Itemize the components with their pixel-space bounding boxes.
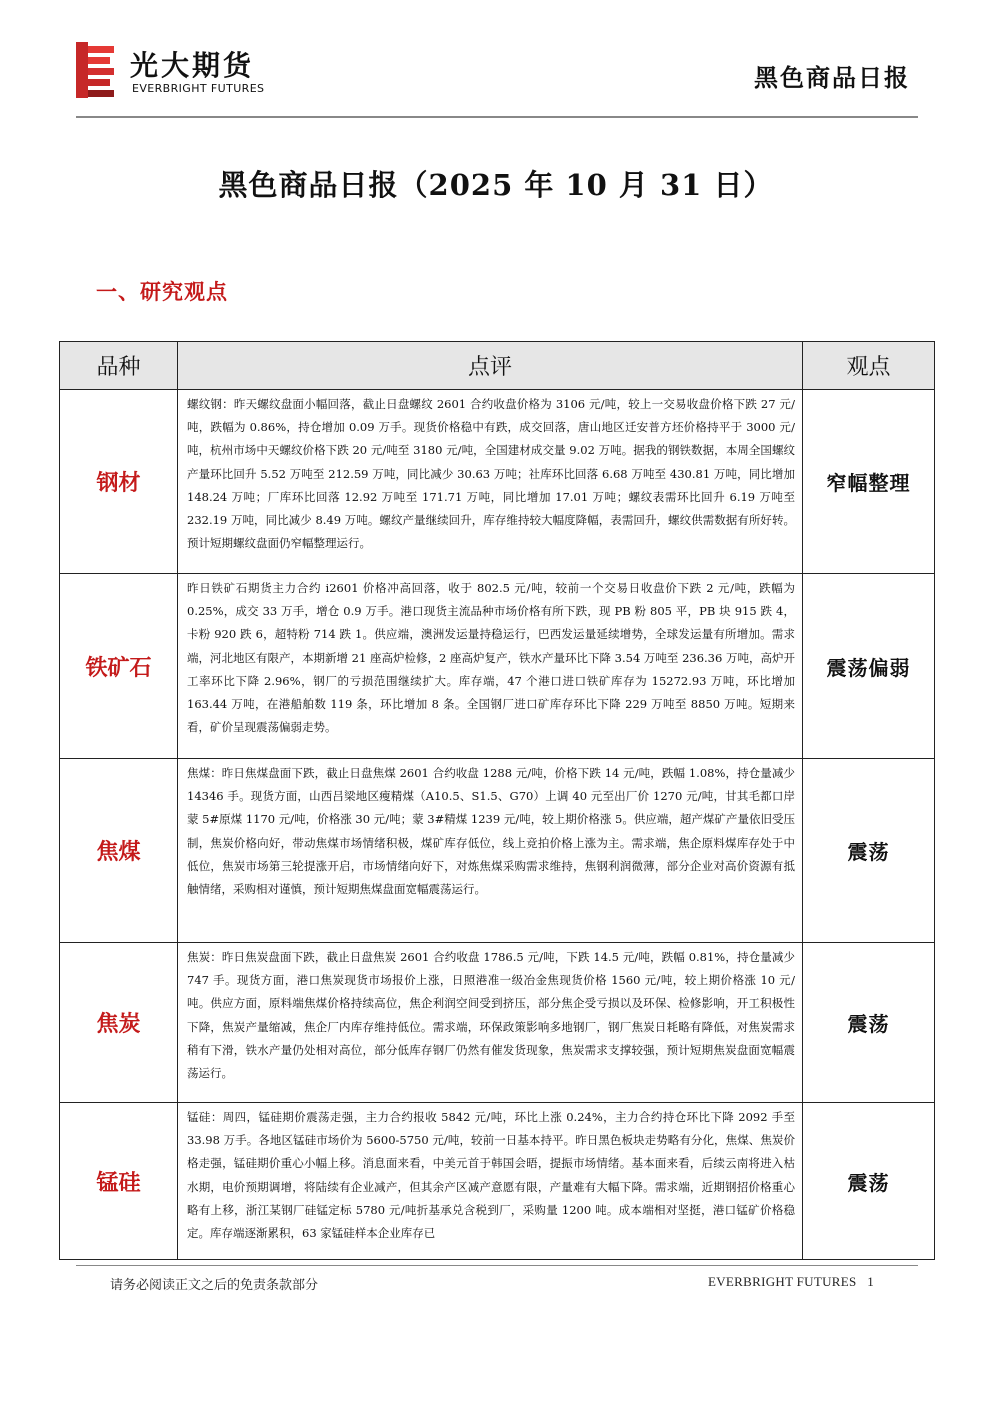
header-report-name: 黑色商品日报 xyxy=(754,63,910,92)
header-view: 观点 xyxy=(803,342,935,390)
research-view-table xyxy=(59,341,935,1260)
footer-disclaimer: 请务必阅读正文之后的免责条款部分 xyxy=(110,1278,319,1293)
commodity-name: 焦煤 xyxy=(60,759,178,943)
footer-divider xyxy=(76,1265,918,1266)
page-number: 1 xyxy=(867,1274,874,1289)
commodity-name: 锰硅 xyxy=(60,1103,178,1260)
table-row xyxy=(60,943,935,1103)
section-heading: 一、研究观点 xyxy=(96,279,228,304)
header-commodity: 品种 xyxy=(60,342,178,390)
commodity-comment: 螺纹钢：昨天螺纹盘面小幅回落，截止日盘螺纹 2601 合约收盘价格为 3106 元/吨，较上一交易收盘价格下跌 27 元/吨，跌幅为 0.86%，持仓增加 0.09 万手。现货价格稳中有跌，成交回落，唐山地区迁安普方坯价格持平于 3000 元/吨，杭州市场中天螺纹价格下跌 20 元/吨至 3180 元/吨，全国建材成交量 9.02 万吨。据我的钢铁数据，本周全国螺纹产量环比回升 5.52 万吨至 212.59 万吨，同比减少 30.63 万吨；社库环比回落 6.68 万吨至 430.81 万吨，同比增加 148.24 万吨；厂库环比回落 12.92 万吨至 171.71 万吨，同比增加 17.01 万吨；螺纹表需环比回升 6.19 万吨至 232.19 万吨，同比减少 8.49 万吨。螺纹产量继续回升，库存维持较大幅度降幅，表需回升，螺纹供需数据有所好转。预计短期螺纹盘面仍窄幅整理运行。 xyxy=(178,390,803,574)
document-title: 黑色商品日报（2025 年 10 月 31 日） xyxy=(218,168,774,202)
commodity-view: 窄幅整理 xyxy=(803,390,935,574)
commodity-name: 钢材 xyxy=(60,390,178,574)
footer-brand: EVERBRIGHT FUTURES xyxy=(707,1274,857,1289)
commodity-name: 焦炭 xyxy=(60,943,178,1103)
logo-chinese-name: 光大期货 xyxy=(130,49,255,82)
commodity-comment: 焦煤：昨日焦煤盘面下跌，截止日盘焦煤 2601 合约收盘 1288 元/吨，价格下跌 14 元/吨，跌幅 1.08%，持仓量减少 14346 手。现货方面，山西吕梁地区瘦精煤（A10.5、S1.5、G70）上调 40 元至出厂价 1270 元/吨，甘其毛都口岸蒙 5#原煤 1170 元/吨，价格涨 30 元/吨；蒙 3#精煤 1239 元/吨，较上期价格涨 5。供应端，超产煤矿产量依旧受压制，焦炭价格向好，带动焦煤市场情绪积极，煤矿库存低位，线上竞拍价格上涨为主。需求端，焦企原料煤库存处于中低位，焦炭市场第三轮提涨开启，市场情绪向好下，对炼焦煤采购需求维持，焦钢利润微薄，部分企业对高价资源有抵触情绪，采购相对谨慎，预计短期焦煤盘面宽幅震荡运行。 xyxy=(178,759,803,943)
commodity-view: 震荡 xyxy=(803,943,935,1103)
commodity-name: 铁矿石 xyxy=(60,574,178,759)
page-header xyxy=(76,36,918,118)
commodity-comment: 焦炭：昨日焦炭盘面下跌，截止日盘焦炭 2601 合约收盘 1786.5 元/吨，下跌 14.5 元/吨，跌幅 0.81%，持仓量减少 747 手。现货方面，港口焦炭现货市场报价上涨，日照港准一级冶金焦现货价格 1560 元/吨，较上期价格涨 10 元/吨。供应方面，原料端焦煤价格持续高位，焦企利润空间受到挤压，部分焦企受亏损以及环保、检修影响，开工积极性下降，焦炭产量缩减，焦企厂内库存维持低位。需求端，环保政策影响多地钢厂，钢厂焦炭日耗略有降低，对焦炭需求稍有下滑，铁水产量仍处相对高位，部分低库存钢厂仍然有催发货现象，焦炭需求支撑较强，预计短期焦炭盘面宽幅震荡运行。 xyxy=(178,943,803,1103)
commodity-comment: 锰硅：周四，锰硅期价震荡走强，主力合约报收 5842 元/吨，环比上涨 0.24%，主力合约持仓环比下降 2092 手至 33.98 万手。各地区锰硅市场价为 5600-5750 元/吨，较前一日基本持平。昨日黑色板块走势略有分化，焦煤、焦炭价格走强，锰硅期价重心小幅上移。消息面来看，中美元首于韩国会晤，提振市场情绪。基本面来看，后续云南将进入枯水期，电价预期调增，将陆续有企业减产，但其余产区减产意愿有限，产量难有大幅下降。需求端，近期钢招价格重心略有上移，浙江某钢厂硅锰定标 5780 元/吨折基承兑含税到厂，采购量 1200 吨。成本端相对坚挺，港口锰矿价格稳定。库存端逐渐累积，63 家锰硅样本企业库存已 xyxy=(187,1110,795,1241)
table-row xyxy=(60,574,935,759)
header-comment: 点评 xyxy=(178,342,803,390)
commodity-comment: 昨日铁矿石期货主力合约 i2601 价格冲高回落，收于 802.5 元/吨，较前一个交易日收盘价下跌 2 元/吨，跌幅为 0.25%，成交 33 万手，增仓 0.9 万手。港口现货主流品种市场价格有所下跌，现 PB 粉 805 平，PB 块 915 跌 4，卡粉 920 跌 6，超特粉 714 跌 1。供应端，澳洲发运量持稳运行，巴西发运量延续增势，全球发运量有所增加。需求端，河北地区有限产，本期新增 21 座高炉检修，2 座高炉复产，铁水产量环比下降 3.54 万吨至 236.36 万吨，高炉开工率环比下降 2.96%，钢厂的亏损范围继续扩大。库存端，47 个港口进口铁矿库存为 15272.93 万吨，环比增加 163.44 万吨，在港船舶数 119 条，环比增加 8 条。全国钢厂进口矿库存环比下降 229 万吨至 8850 万吨。短期来看，矿价呈现震荡偏弱走势。 xyxy=(178,574,803,759)
commodity-comment-cell xyxy=(178,1103,803,1260)
logo-english-name: EVERBRIGHT FUTURES xyxy=(132,82,265,95)
commodity-view: 震荡偏弱 xyxy=(803,574,935,759)
footer-brand-page xyxy=(708,1274,874,1290)
table-row xyxy=(60,1103,935,1260)
table-header-row xyxy=(60,342,935,390)
everbright-logo-icon xyxy=(76,42,116,98)
table-row xyxy=(60,759,935,943)
table-row xyxy=(60,390,935,574)
header-divider xyxy=(76,116,918,118)
commodity-view: 震荡 xyxy=(803,1103,935,1260)
commodity-view: 震荡 xyxy=(803,759,935,943)
